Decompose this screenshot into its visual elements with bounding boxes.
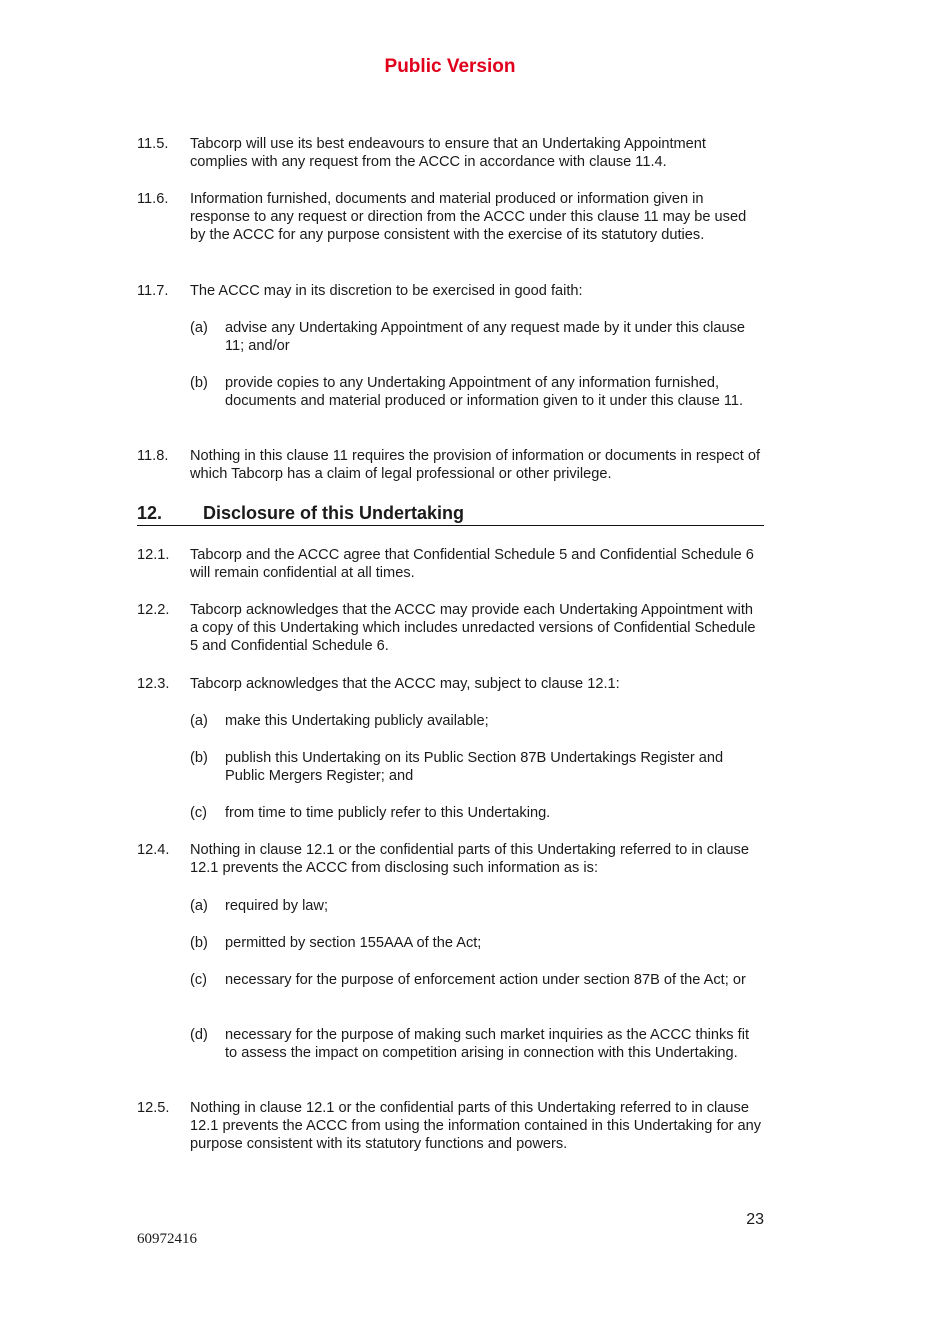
subclause-text: advise any Undertaking Appointment of any request made by it under this clause 11; and/or bbox=[225, 320, 746, 355]
clause-number: 12.5. bbox=[137, 1100, 170, 1116]
subclause-letter: (b) bbox=[190, 375, 208, 391]
clause-number: 12.2. bbox=[137, 602, 170, 618]
clause-text: Tabcorp will use its best endeavours to ensure that an Undertaking Appointment complies with any request from the ACCC in accordance with clause 11.4. bbox=[190, 136, 706, 171]
clause-number: 12.1. bbox=[137, 547, 170, 563]
subclause-text: permitted by section 155AAA of the Act; bbox=[225, 935, 482, 951]
clause-number: 12.3. bbox=[137, 676, 170, 692]
document-id: 60972416 bbox=[137, 1231, 197, 1247]
subclause-text: from time to time publicly refer to this Undertaking. bbox=[225, 805, 551, 821]
subclause-text: necessary for the purpose of enforcement action under section 87B of the Act; or bbox=[225, 972, 746, 988]
section-title: Disclosure of this Undertaking bbox=[203, 503, 465, 523]
subclause-text: required by law; bbox=[225, 898, 329, 914]
clause-text: Tabcorp acknowledges that the ACCC may provide each Undertaking Appointment with a copy of this Undertaking which includes unredacted versions of Confidential Schedule 5 and Confidential Schedule 6. bbox=[190, 602, 756, 655]
subclause-letter: (a) bbox=[190, 898, 208, 914]
subclause-letter: (b) bbox=[190, 935, 208, 951]
subclause-letter: (a) bbox=[190, 320, 208, 336]
subclause-letter: (c) bbox=[190, 972, 208, 988]
page-number: 23 bbox=[746, 1211, 764, 1228]
page-header-title: Public Version bbox=[384, 56, 516, 77]
section-heading-12 bbox=[137, 502, 764, 526]
clause-text: Nothing in clause 12.1 or the confidential parts of this Undertaking referred to in clause 12.1 prevents the ACCC from disclosing such information as is: bbox=[190, 842, 749, 877]
subclause-letter: (a) bbox=[190, 713, 208, 729]
subclause-letter: (c) bbox=[190, 805, 208, 821]
subclause-text: necessary for the purpose of making such market inquiries as the ACCC thinks fit to assess the impact on competition arising in connection with this Undertaking. bbox=[225, 1027, 749, 1062]
subclause-letter: (d) bbox=[190, 1027, 208, 1043]
clause-number: 11.6. bbox=[137, 191, 169, 207]
subclause-text: provide copies to any Undertaking Appointment of any information furnished, documents and material produced or information given to it under this clause 11. bbox=[225, 375, 744, 410]
clause-number: 11.8. bbox=[137, 448, 169, 464]
clause-text: Nothing in this clause 11 requires the provision of information or documents in respect of which Tabcorp has a claim of legal professional or other privilege. bbox=[190, 448, 760, 483]
subclause-text: publish this Undertaking on its Public Section 87B Undertakings Register and Public Mergers Register; and bbox=[225, 750, 724, 785]
clause-number: 11.5. bbox=[137, 136, 169, 152]
subclause-text: make this Undertaking publicly available; bbox=[225, 713, 489, 729]
clause-text: Tabcorp and the ACCC agree that Confidential Schedule 5 and Confidential Schedule 6 will remain confidential at all times. bbox=[190, 547, 754, 582]
section-number: 12. bbox=[137, 503, 163, 523]
clause-text: The ACCC may in its discretion to be exercised in good faith: bbox=[190, 283, 583, 299]
clause-number: 12.4. bbox=[137, 842, 170, 858]
subclause-letter: (b) bbox=[190, 750, 208, 766]
clause-number: 11.7. bbox=[137, 283, 169, 299]
clause-text: Information furnished, documents and material produced or information given in response to any request or direction from the ACCC under this clause 11 may be used by the ACCC for any purpose consistent with the exercise of its statutory duties. bbox=[190, 191, 747, 244]
clause-text: Tabcorp acknowledges that the ACCC may, subject to clause 12.1: bbox=[190, 676, 620, 692]
clause-text: Nothing in clause 12.1 or the confidential parts of this Undertaking referred to in clause 12.1 prevents the ACCC from using the information contained in this Undertaking for any purpose consistent with its statutory functions and powers. bbox=[190, 1100, 762, 1153]
